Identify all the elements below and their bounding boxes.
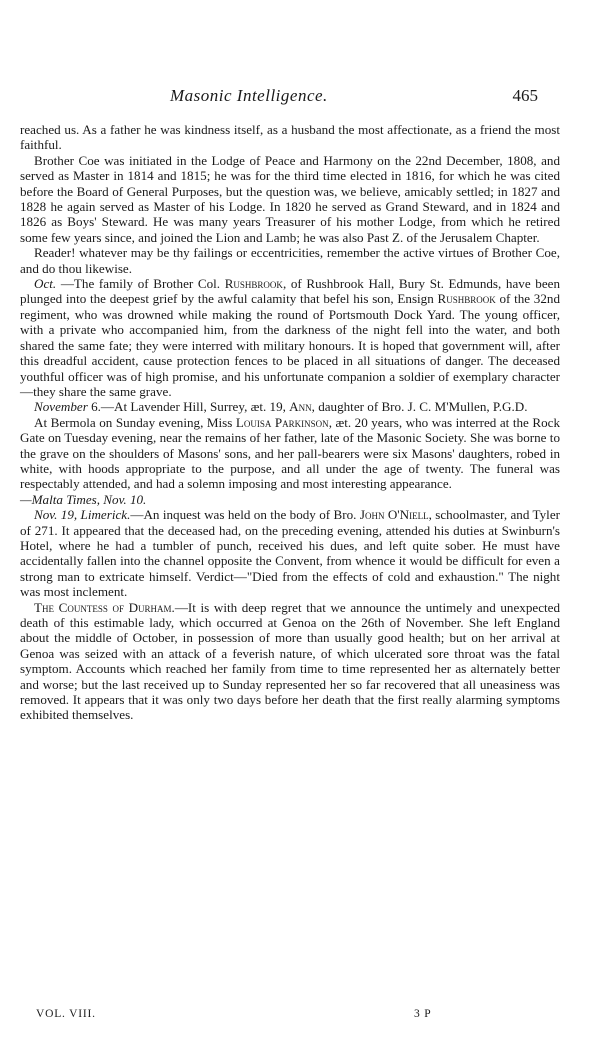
text-run: —It is with deep regret that we announce the untimely and unexpected death of this estimable lady, which occurred at Genoa on the 26th of November. She left England about the middle of October, in possession of more than usually good health; but on her arrival at Genoa was seized with an attack of a feverish nature, of which ulcerated sore throat was the fatal symptom. Accounts which reached her family from time to time represented her as alternately better and worse; but the last received up to Sunday represented her so far recovered that all uneasiness was removed. It appears that it was only two days before her death that the first really alarming symptoms exhibited themselves. [20,599,561,723]
page-number: 465 [512,86,538,105]
section-lead: The Countess of Durham. [34,599,175,615]
text-run: 6.—At Lavender Hill, Surrey, æt. 19, [87,399,290,415]
paragraph-countess-durham [20,600,560,723]
paragraph-coe-career: Brother Coe was initiated in the Lodge of Peace and Harmony on the 22nd December, 1808, and served as Master in 1814 and 1815; he was for the third time elected in 1816, for which he was cited before the Board of General Purposes, but the question was, we believe, amicably settled; in 1827 and 1828 he again served as Master of his Lodge. In 1820 he served as Grand Steward, and in 1824 and 1826 as Boys' Steward. He was many years Treasurer of his mother Lodge, from which he retired some few years since, and joined the Lion and Lamb; he was also Past Z. of the Jerusalem Chapter. [20,152,560,245]
article-body [20,122,560,723]
paragraph-reader-address: Reader! whatever may be thy failings or eccentricities, remember the active virtues of Brother Coe, and do thou likewise. [20,245,560,276]
running-title: Masonic Intelligence. [170,86,328,105]
paragraph-parkinson [20,415,560,492]
page-header [0,86,590,114]
date-lead: Oct. [34,276,57,292]
page-footer [0,1008,590,1028]
text-run: , æt. 20 years, who was interred at the Rock Gate on Tuesday evening, near the remains of her father, late of the Masonic Society. She was borne to the grave on the shoulders of Masons' sons, and her pall-bearers were six Masons' daughters, robed in white, with hoods appropriate to the purpose, and all under the age of twenty. The funeral was respectably attended, and had a solemn imposing and most interesting appearance. [20,414,560,492]
text-run: —An inquest was held on the body of Bro. [130,507,360,523]
paragraph-oniell [20,507,560,599]
person-name: John O'Niell [359,507,429,523]
signature-mark: 3 P [414,1008,432,1020]
person-name: Louisa Parkinson [235,414,329,430]
text-run: At Bermola on Sunday evening, Miss [34,414,236,430]
paragraph-rushbrook [20,276,560,399]
text-run: of the 32nd regiment, who was drowned while making the round of Portsmouth Dock Yard. The young officer, with a private who accompanied him, from the darkness of the night fell into the water, and both shared the same fate; they were interred with military honours. It is hoped that government will, after this dreadful accident, cause protection fences to be placed in all situations of danger. The deceased youthful officer was of high promise, and his unfortunate companion a soldier of exemplary character—they share the same grave. [20,291,560,399]
text-run: —The family of Brother Col. [56,276,225,292]
volume-label: VOL. VIII. [36,1008,96,1020]
person-name: Rushbrook [437,291,496,307]
person-name: Ann [289,399,312,415]
text-run: , of Rushbrook Hall, Bury St. Edmunds, have been plunged into the deepest grief by the awful calamity that befel his son, Ensign [20,276,560,307]
person-name: Rushbrook [224,276,283,292]
paragraph-mmullen [20,399,560,414]
date-lead: Nov. 19, Limerick. [34,507,131,523]
source-citation: —Malta Times, Nov. 10. [20,491,147,507]
date-lead: November [34,399,88,415]
text-run: , daughter of Bro. J. C. M'Mullen, P.G.D. [311,399,528,415]
paragraph-coe-tribute: reached us. As a father he was kindness itself, as a husband the most affectionate, as a friend the most faithful. [20,122,560,153]
text-run: , schoolmaster, and Tyler of 271. It appeared that the deceased had, on the preceding evening, attended his duties at Swinburn's Hotel, where he had a tumbler of punch, received his dues, and left quite sober. He must have accidentally fallen into the channel opposite the Convent, from whence it would be difficult for even a strong man to extricate himself. Verdict—"Died from the effects of cold and exhaustion." The night was most inclement. [20,507,560,600]
